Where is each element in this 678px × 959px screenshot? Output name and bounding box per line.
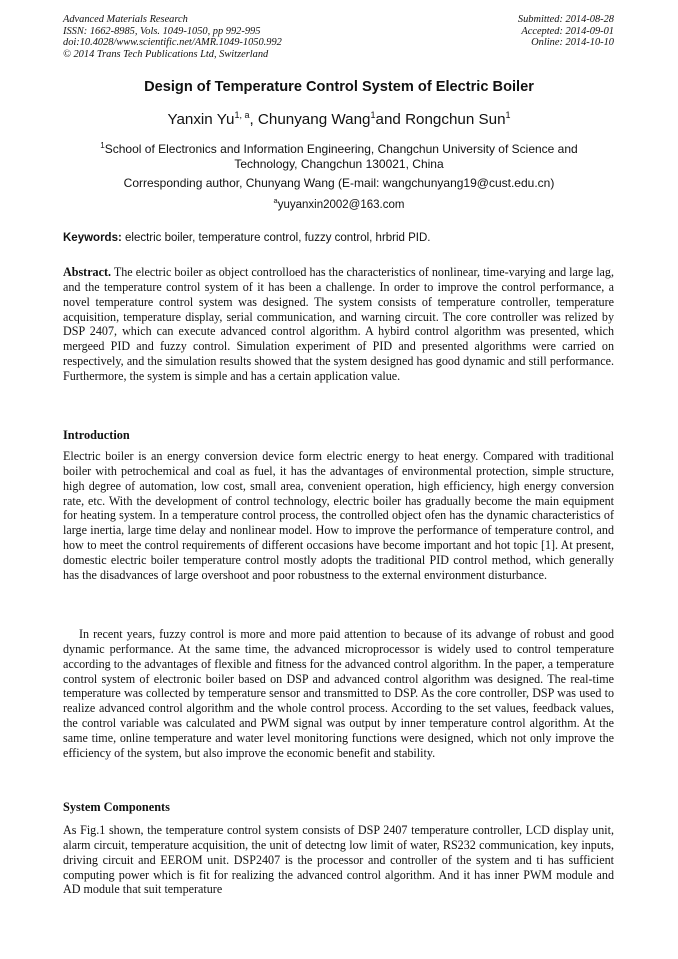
journal-info <box>63 14 282 60</box>
abstract-text: The electric boiler as object controlloed has the characteristics of nonlinear, time-varying and large lag, and the temperature control system of it has been a challenge. In order to improve the control performance, a novel temperature control system was designed. The system consists of temperature controller, temperature acquisition, temperature display, serial communication, and warning circuit. The core controller was relized by DSP 2407, which can execute advanced control algorithm. A hybird control algorithm was presented, which mergeed PID and fuzzy control. Simulation experiment of PID and presented algorithms were carried on respectively, and the simulation results showed that the system designed has good dynamic and still performance. Furthermore, the system is simple and has a certain application value. <box>63 265 614 383</box>
accepted-date: Accepted: 2014-09-01 <box>521 25 614 37</box>
keywords-text: electric boiler, temperature control, fuzzy control, hrbrid PID. <box>121 232 431 244</box>
submitted-date: Submitted: 2014-08-28 <box>517 14 614 25</box>
journal-copyright: © 2014 Trans Tech Publications Ltd, Switzerland <box>63 48 269 60</box>
email-superscript: a <box>273 196 278 205</box>
journal-issn: ISSN: 1662-8985, Vols. 1049-1050, pp 992-995 <box>63 25 261 37</box>
email-address: yuyanxin2002@163.com <box>277 198 405 211</box>
author-superscript: 1 <box>505 110 511 120</box>
author-name: Rongchun Sun <box>405 111 506 129</box>
online-date: Online: 2014-10-10 <box>531 37 614 48</box>
affiliation-superscript: 1 <box>100 141 105 150</box>
affiliation-text: School of Electronics and Information Engineering, Changchun University of Science and Technology, Changchun 130021, China <box>104 142 578 171</box>
author-list <box>0 110 678 128</box>
author-name: Chunyang Wang <box>257 111 371 129</box>
author-name: Yanxin Yu <box>167 111 235 129</box>
paper-title: Design of Temperature Control System of Electric Boiler <box>144 79 534 95</box>
abstract-paragraph <box>63 265 614 384</box>
section-heading-introduction: Introduction <box>63 428 130 442</box>
section-heading-system-components: System Components <box>63 800 170 814</box>
abstract-label: Abstract. <box>63 265 112 279</box>
keywords <box>63 232 614 244</box>
author-separator: and <box>375 111 406 129</box>
author-superscript: 1 <box>370 110 376 120</box>
affiliation <box>80 138 598 172</box>
author-superscript: 1, a <box>234 110 250 120</box>
submission-dates <box>518 14 614 49</box>
author-separator: , <box>249 111 258 129</box>
keywords-label: Keywords: <box>63 232 122 244</box>
author-email <box>0 196 678 211</box>
journal-doi: doi:10.4028/www.scientific.net/AMR.1049-1050.992 <box>63 37 282 48</box>
system-components-paragraph-1: As Fig.1 shown, the temperature control system consists of DSP 2407 temperature controller, LCD display unit, alarm circuit, temperature acquisition, the unit of detectng low limit of water, RS232 communication, key inputs, driving circuit and EEROM unit. DSP2407 is the processor and controller of the system and ti has sufficient computing power which is fit for realizing the advanced control algorithm. And it has inner PWM module and AD module that suit temperature <box>63 823 614 897</box>
journal-name: Advanced Materials Research <box>63 14 188 25</box>
introduction-paragraph-1: Electric boiler is an energy conversion device form electric energy to heat energy. Compared with traditional boiler with petrochemical and coal as fuel, it has the advantages of environmental protection, simple structure, high degree of automation, low cost, small area, convenient operation, high efficiency, high energy conversion rate, etc. With the development of control technology, electric boiler has gradually become the main equipment for heating system. In a temperature control process, the controlled object ofen has the dynamic characteristics of large inertia, large time delay and nonlinear model. How to improve the performance of temperature control, and how to meet the control requirements of different occasions have become important and hot topic [1]. At present, domestic electric boiler temperature control mostly adopts the traditional PID control method, which generally has the disadvances of large overshoot and poor robustness to the external environment disturbance. <box>63 449 614 582</box>
corresponding-author: Corresponding author, Chunyang Wang (E-mail: wangchunyang19@cust.edu.cn) <box>123 176 555 190</box>
introduction-paragraph-2: In recent years, fuzzy control is more and more paid attention to because of its advange of robust and good dynamic performance. At the same time, the advanced microprocessor is widely used to control temperature according to the advantages of flexible and fitness for the advanced control algorithm. In the paper, a temperature control system of electronic boiler based on DSP and advanced control algorithm was designed. The real-time temperature was collected by temperature sensor and transmitted to DSP. As the core controller, DSP was used to realize advanced control algorithm and the whole control process. According to the set values, feedback values, the control variable was calculated and PWM signal was output by inner temperature control algorithm. At the same time, online temperature and water level monitoring functions were designed, which not only improve the efficiency of the system, but also improve the economic benefit and stability. <box>63 627 614 760</box>
